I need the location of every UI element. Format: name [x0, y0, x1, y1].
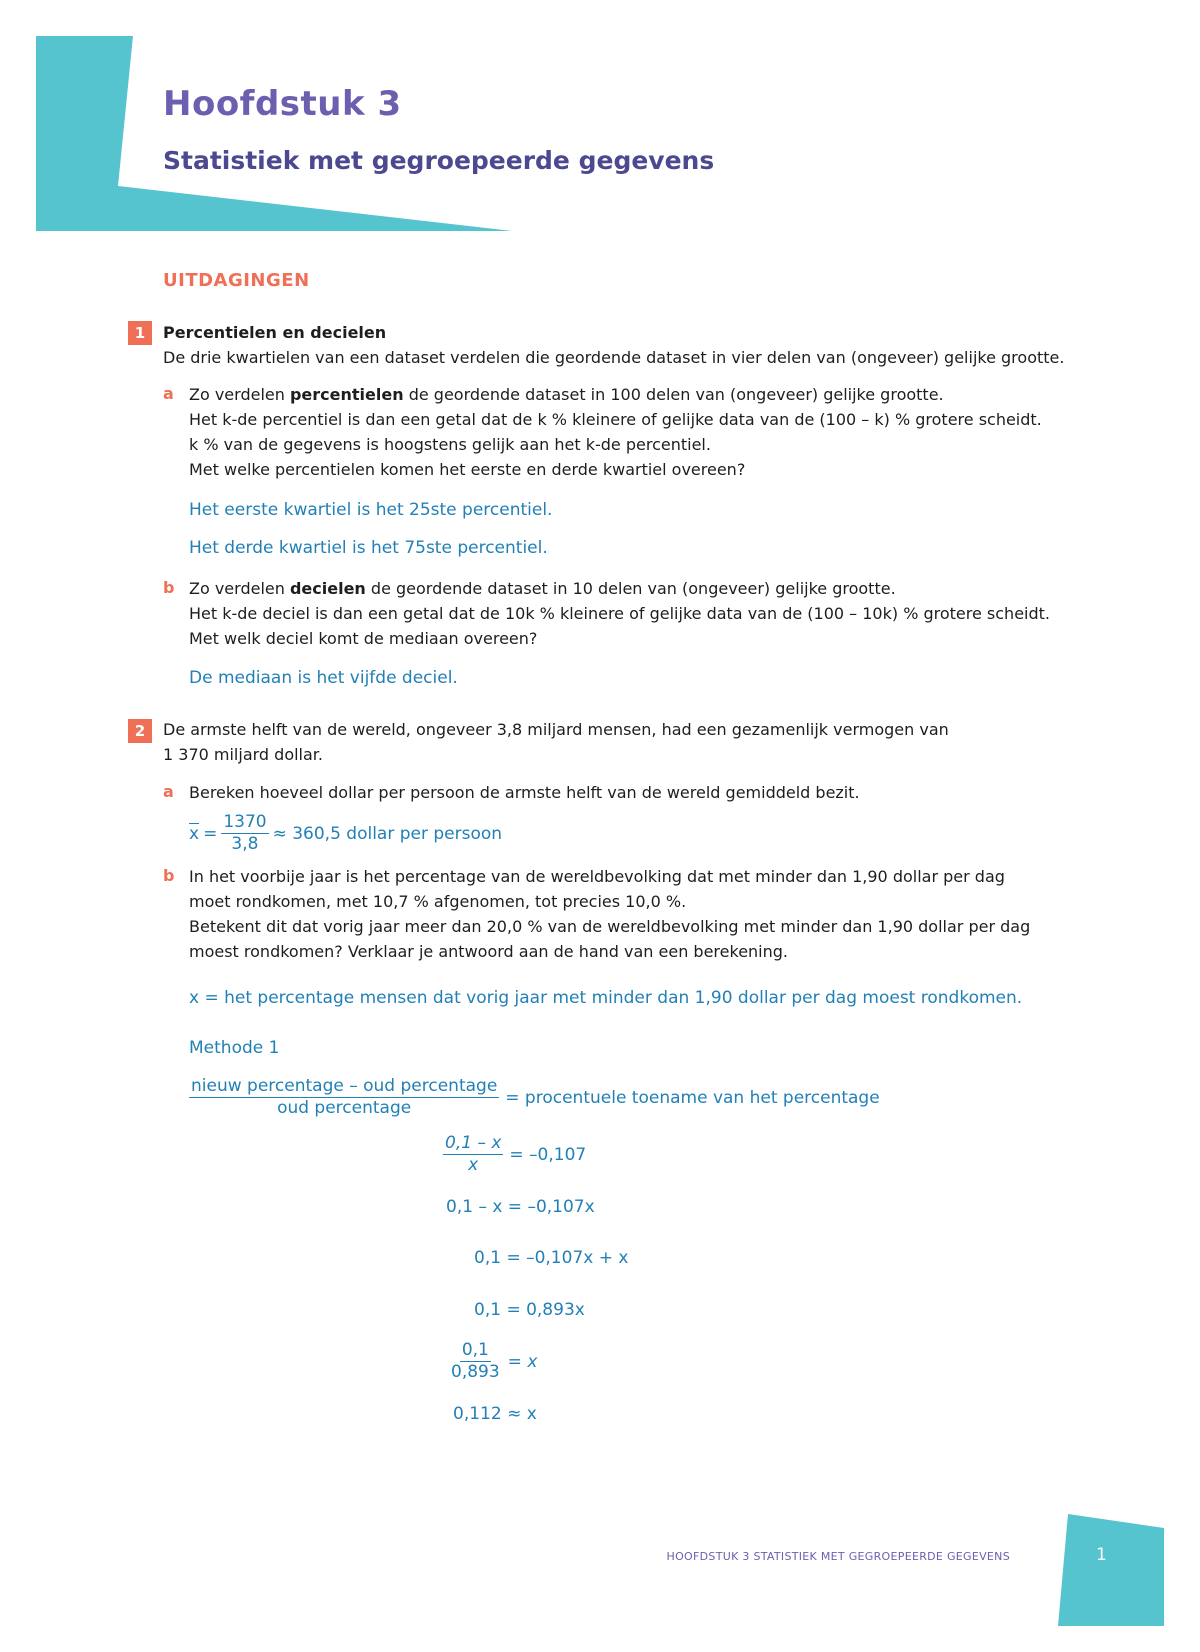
answer-formula: 0,1 – x = –0,107x	[446, 1197, 595, 1217]
footer-chapter-label: HOOFDSTUK 3 STATISTIEK MET GEGROEPEERDE GEGEVENS	[666, 1550, 1010, 1563]
answer-formula: $\frac{0,1 - x}{x}$ = –0,107	[445, 1133, 587, 1175]
answer-formula: 0,1 = 0,893x	[474, 1300, 585, 1320]
exercise-intro: De drie kwartielen van een dataset verdelen die geordende dataset in vier delen van (ongeveer) gelijke grootte.	[163, 348, 1065, 367]
answer-formula: $\frac{\text{nieuw percentage – oud percentage}}{\text{oud percentage}}$ = procentuele toename van het percentage	[191, 1076, 880, 1118]
question-line: Het k-de deciel is dan een getal dat de 10k % kleinere of gelijke data van de (100 – 10k) % grotere scheidt.	[189, 604, 1050, 623]
question-letter-a: a	[163, 782, 174, 801]
exercise-number-badge: 1	[128, 321, 152, 345]
question-letter-a: a	[163, 384, 174, 403]
answer-formula: $\frac{0,1}{0,893}$ = x	[451, 1340, 538, 1382]
question-line: Bereken hoeveel dollar per persoon de armste helft van de wereld gemiddeld bezit.	[189, 783, 860, 802]
question-line: Zo verdelen decielen de geordende dataset in 10 delen van (ongeveer) gelijke grootte.	[189, 579, 896, 598]
question-line: Het k-de percentiel is dan een getal dat de k % kleinere of gelijke data van de (100 – k) % grotere scheidt.	[189, 410, 1042, 429]
answer-text: Het derde kwartiel is het 75ste percentiel.	[189, 538, 548, 558]
question-line: Met welke percentielen komen het eerste en derde kwartiel overeen?	[189, 460, 746, 479]
exercise-number-badge: 2	[128, 719, 152, 743]
section-title: UITDAGINGEN	[163, 270, 310, 291]
exercise-title: Percentielen en decielen	[163, 323, 387, 342]
answer-text: De mediaan is het vijfde deciel.	[189, 668, 458, 688]
question-line: Zo verdelen percentielen de geordende dataset in 100 delen van (ongeveer) gelijke grootte.	[189, 385, 944, 404]
chapter-title: Hoofdstuk 3	[163, 84, 402, 124]
footer-page-tab	[1058, 1514, 1168, 1626]
question-letter-b: b	[163, 866, 175, 885]
exercise-intro: De armste helft van de wereld, ongeveer 3,8 miljard mensen, had een gezamenlijk vermogen van	[163, 720, 949, 739]
answer-definition: x = het percentage mensen dat vorig jaar met minder dan 1,90 dollar per dag moest rondkomen.	[189, 988, 1023, 1008]
question-line: Met welk deciel komt de mediaan overeen?	[189, 629, 538, 648]
answer-formula: 0,112 ≈ x	[453, 1404, 537, 1424]
answer-formula: 0,1 = –0,107x + x	[474, 1248, 629, 1268]
method-label: Methode 1	[189, 1038, 280, 1058]
answer-formula: $\overline{x}$ = $\frac{1370}{3,8}$ ≈ 360,5 dollar per persoon	[189, 812, 503, 854]
answer-text: Het eerste kwartiel is het 25ste percentiel.	[189, 500, 553, 520]
question-line: Betekent dit dat vorig jaar meer dan 20,0 % van de wereldbevolking met minder dan 1,90 dollar per dag	[189, 917, 1031, 936]
question-letter-b: b	[163, 578, 175, 597]
exercise-intro: 1 370 miljard dollar.	[163, 745, 323, 764]
question-line: moet rondkomen, met 10,7 % afgenomen, tot precies 10,0 %.	[189, 892, 687, 911]
question-line: In het voorbije jaar is het percentage van de wereldbevolking dat met minder dan 1,90 dollar per dag	[189, 867, 1005, 886]
question-line: k % van de gegevens is hoogstens gelijk aan het k-de percentiel.	[189, 435, 711, 454]
page-number: 1	[1096, 1545, 1107, 1565]
chapter-subtitle: Statistiek met gegroepeerde gegevens	[163, 146, 715, 175]
question-line: moest rondkomen? Verklaar je antwoord aan de hand van een berekening.	[189, 942, 789, 961]
